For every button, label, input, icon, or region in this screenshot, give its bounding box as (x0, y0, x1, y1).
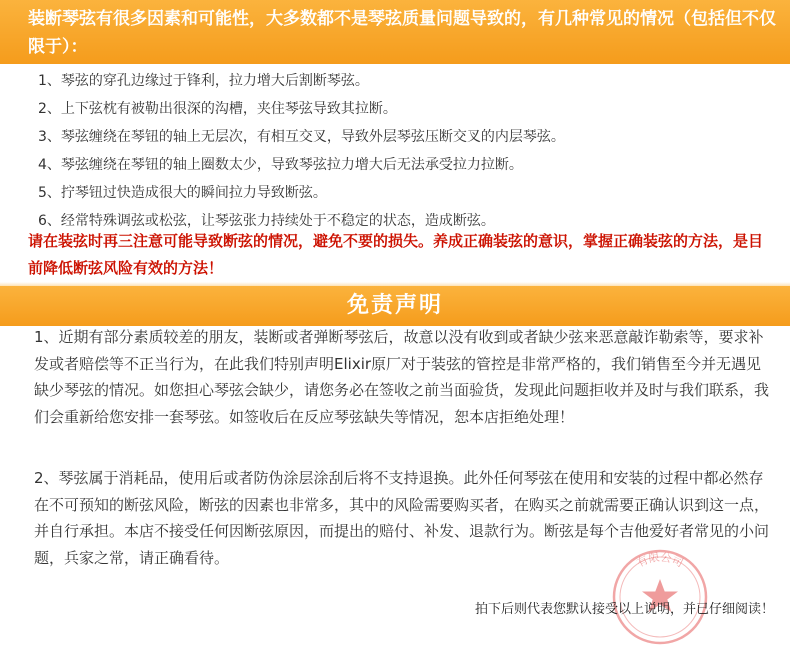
cause-item: 6、经常特殊调弦或松弦，让琴弦张力持续处于不稳定的状态，造成断弦。 (38, 213, 495, 229)
warning-text: 请在装弦时再三注意可能导致断弦的情况，避免不要的损失。养成正确装弦的意识，掌握正确装弦的方法，是目前降低断弦风险有效的方法！ (28, 232, 764, 277)
disclaimer-paragraph-2: 2、琴弦属于消耗品，使用后或者防伪涂层涂刮后将不支持退换。此外任何琴弦在使用和安装的过程中都必然存在不可预知的断弦风险，断弦的因素也非常多，其中的风险需要购买者，在购买之前就需要正确认识到这一点，并自行承担。本店不接受任何因断弦原因，而提出的赔付、补发、退款行为。断弦是每个吉他爱好者常见的小问题，兵家之常，请正确看待。 (34, 469, 770, 567)
top-banner-text: 装断琴弦有很多因素和可能性，大多数都不是琴弦质量问题导致的，有几种常见的情况（包括但不仅限于）： (28, 9, 776, 57)
cause-item: 4、琴弦缠绕在琴钮的轴上圈数太少，导致琴弦拉力增大后无法承受拉力拉断。 (38, 157, 523, 173)
causes-list (38, 67, 778, 235)
disclaimer-title: 免责声明 (0, 286, 790, 326)
seal-text: 有限公司 (634, 550, 686, 570)
cause-item: 1、琴弦的穿孔边缘过于锋利，拉力增大后割断琴弦。 (38, 73, 369, 89)
top-banner (0, 0, 790, 64)
cause-item: 3、琴弦缠绕在琴钮的轴上无层次，有相互交叉，导致外层琴弦压断交叉的内层琴弦。 (38, 129, 565, 145)
cause-item: 5、拧琴钮过快造成很大的瞬间拉力导致断弦。 (38, 185, 327, 201)
cause-item: 2、上下弦枕有被勒出很深的沟槽，夹住琴弦导致其拉断。 (38, 101, 397, 117)
footer-note: 拍下后则代表您默认接受以上说明，并已仔细阅读！ (474, 602, 774, 617)
disclaimer-paragraph-1: 1、近期有部分素质较差的朋友，装断或者弹断琴弦后，故意以没有收到或者缺少弦来恶意敲诈勒索等，要求补发或者赔偿等不正当行为，在此我们特别声明Elixir原厂对于装弦的管控是非常严格的，我们销售至今并无遇见缺少琴弦的情况。如您担心琴弦会缺少，请您务必在签收之前当面验货，发现此问题拒收并及时与我们联系，我们会重新给您安排一套琴弦。如签收后在反应琴弦缺失等情况，恕本店拒绝处理！ (34, 328, 770, 426)
company-seal-icon (608, 545, 712, 649)
